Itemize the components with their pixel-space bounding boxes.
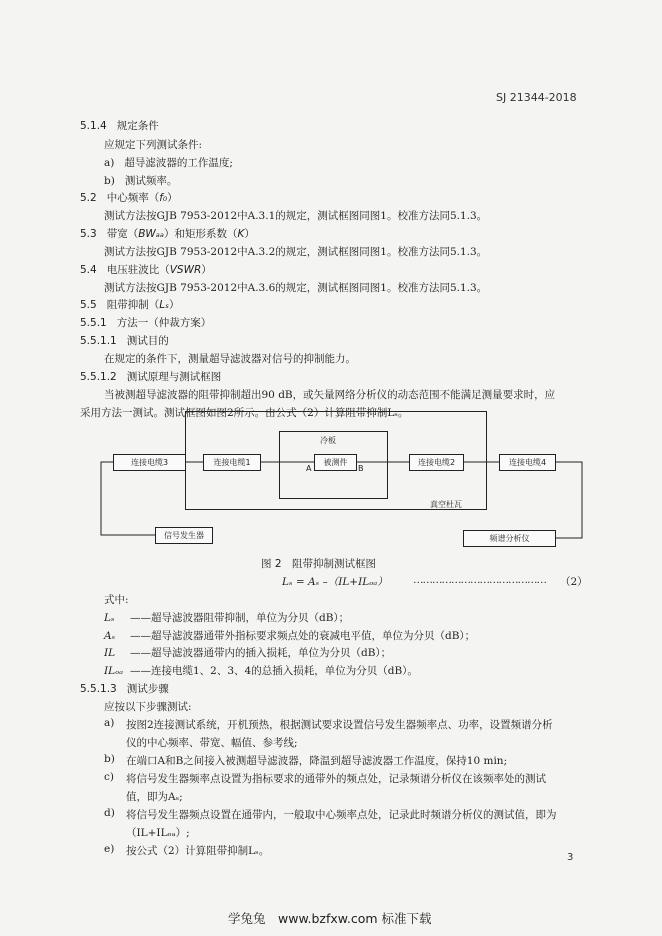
step-marker: b) bbox=[104, 753, 115, 765]
formula-number: （2） bbox=[560, 576, 588, 588]
heading-5-4: 5.4 电压驻波比（VSWR） bbox=[80, 264, 212, 276]
step-text: （IL+ILₒₐ）; bbox=[126, 827, 190, 839]
step-marker: a) bbox=[104, 717, 115, 729]
heading-5-1-4: 5.1.4 规定条件 bbox=[80, 120, 159, 132]
signal-generator-box: 信号发生器 bbox=[155, 527, 213, 544]
standard-number: SJ 21344-2018 bbox=[496, 91, 577, 104]
paragraph: 应规定下列测试条件: bbox=[104, 139, 203, 151]
cold-plate-label: 冷板 bbox=[320, 436, 336, 445]
paragraph: 采用方法一测试。测试框图如图2所示。由公式（2）计算阻带抑制Lₛ。 bbox=[80, 407, 409, 419]
heading-5-5-1-3: 5.5.1.3 测试步骤 bbox=[80, 683, 169, 695]
cable-2-box: 连接电缆2 bbox=[409, 454, 464, 471]
step-marker: c) bbox=[104, 771, 114, 783]
step-text: 按图2连接测试系统，开机预热，根据测试要求设置信号发生器频率点、功率，设置频谱分析 bbox=[126, 719, 553, 731]
paragraph: 测试方法按GJB 7953-2012中A.3.6的规定，测试框图同图1。校准方法同5.1.3。 bbox=[104, 282, 488, 294]
step-text: 将信号发生器频点设置在通带内，一般取中心频率点处，记录此时频谱分析仪的测试值，即为 bbox=[126, 809, 557, 821]
spectrum-analyzer-box: 频谱分析仪 bbox=[463, 530, 556, 547]
figure-caption: 图 2 阻带抑制测试框图 bbox=[261, 558, 377, 570]
port-a-label: A bbox=[306, 464, 312, 473]
page-number: 3 bbox=[567, 852, 574, 863]
step-marker: e) bbox=[104, 843, 115, 855]
list-item: b) 测试频率。 bbox=[104, 175, 178, 187]
paragraph: 测试方法按GJB 7953-2012中A.3.2的规定，测试框图同图1。校准方法同5.1.3。 bbox=[104, 246, 488, 258]
footer-banner: 学兔兔 www.bzfxw.com 标准下载 bbox=[228, 911, 432, 926]
list-item: a) 超导滤波器的工作温度; bbox=[104, 157, 233, 169]
formula-leader: …………………………………… bbox=[413, 574, 546, 586]
definition-row: Aₛ ——超导滤波器通带外指标要求频点处的衰减电平值，单位为分贝（dB）； bbox=[104, 630, 476, 642]
paragraph: 在规定的条件下，测量超导滤波器对信号的抑制能力。 bbox=[104, 353, 356, 365]
dewar-label: 真空杜瓦 bbox=[430, 500, 462, 509]
definition-row: Lₛ ——超导滤波器阻带抑制，单位为分贝（dB）； bbox=[104, 612, 350, 624]
step-text: 仪的中心频率、带宽、幅值、参考线; bbox=[126, 737, 298, 749]
heading-5-5-1-1: 5.5.1.1 测试目的 bbox=[80, 335, 169, 347]
definition-row: ILₒₐ ——连接电缆1、2、3、4的总插入损耗，单位为分贝（dB）。 bbox=[104, 665, 418, 677]
step-text: 值，即为Aₛ; bbox=[126, 791, 183, 803]
paragraph: 应按以下步骤测试: bbox=[104, 701, 192, 713]
heading-5-5-1: 5.5.1 方法一（仲裁方案） bbox=[80, 317, 212, 329]
heading-5-5-1-2: 5.5.1.2 测试原理与测试框图 bbox=[80, 371, 222, 383]
dut-box: 被测件 bbox=[314, 454, 357, 471]
heading-5-3: 5.3 带宽（BWₐₐ）和矩形系数（K） bbox=[80, 228, 255, 240]
cable-4-box: 连接电缆4 bbox=[499, 454, 556, 471]
heading-5-2: 5.2 中心频率（f₀） bbox=[80, 192, 178, 204]
step-text: 按公式（2）计算阻带抑制Lₛ。 bbox=[126, 845, 270, 857]
heading-5-5: 5.5 阻带抑制（Lₛ） bbox=[80, 299, 180, 311]
paragraph: 当被测超导滤波器的阻带抑制超出90 dB，或矢量网络分析仪的动态范围不能满足测量要求时，应 bbox=[104, 389, 556, 401]
where-label: 式中: bbox=[104, 594, 129, 606]
port-b-label: B bbox=[358, 464, 364, 473]
formula: Lₛ = Aₛ –（IL+ILₒₐ） bbox=[282, 576, 388, 588]
step-marker: d) bbox=[104, 807, 115, 819]
step-text: 在端口A和B之间接入被测超导滤波器，降温到超导滤波器工作温度，保持10 min; bbox=[126, 755, 508, 767]
step-text: 将信号发生器频率点设置为指标要求的通带外的频点处，记录频谱分析仪在该频率处的测试 bbox=[126, 773, 546, 785]
definition-row: IL ——超导滤波器通带内的插入损耗，单位为分贝（dB）； bbox=[104, 647, 392, 659]
cable-3-box: 连接电缆3 bbox=[113, 454, 186, 471]
cable-1-box: 连接电缆1 bbox=[203, 454, 261, 471]
paragraph: 测试方法按GJB 7953-2012中A.3.1的规定，测试框图同图1。校准方法同5.1.3。 bbox=[104, 210, 488, 222]
